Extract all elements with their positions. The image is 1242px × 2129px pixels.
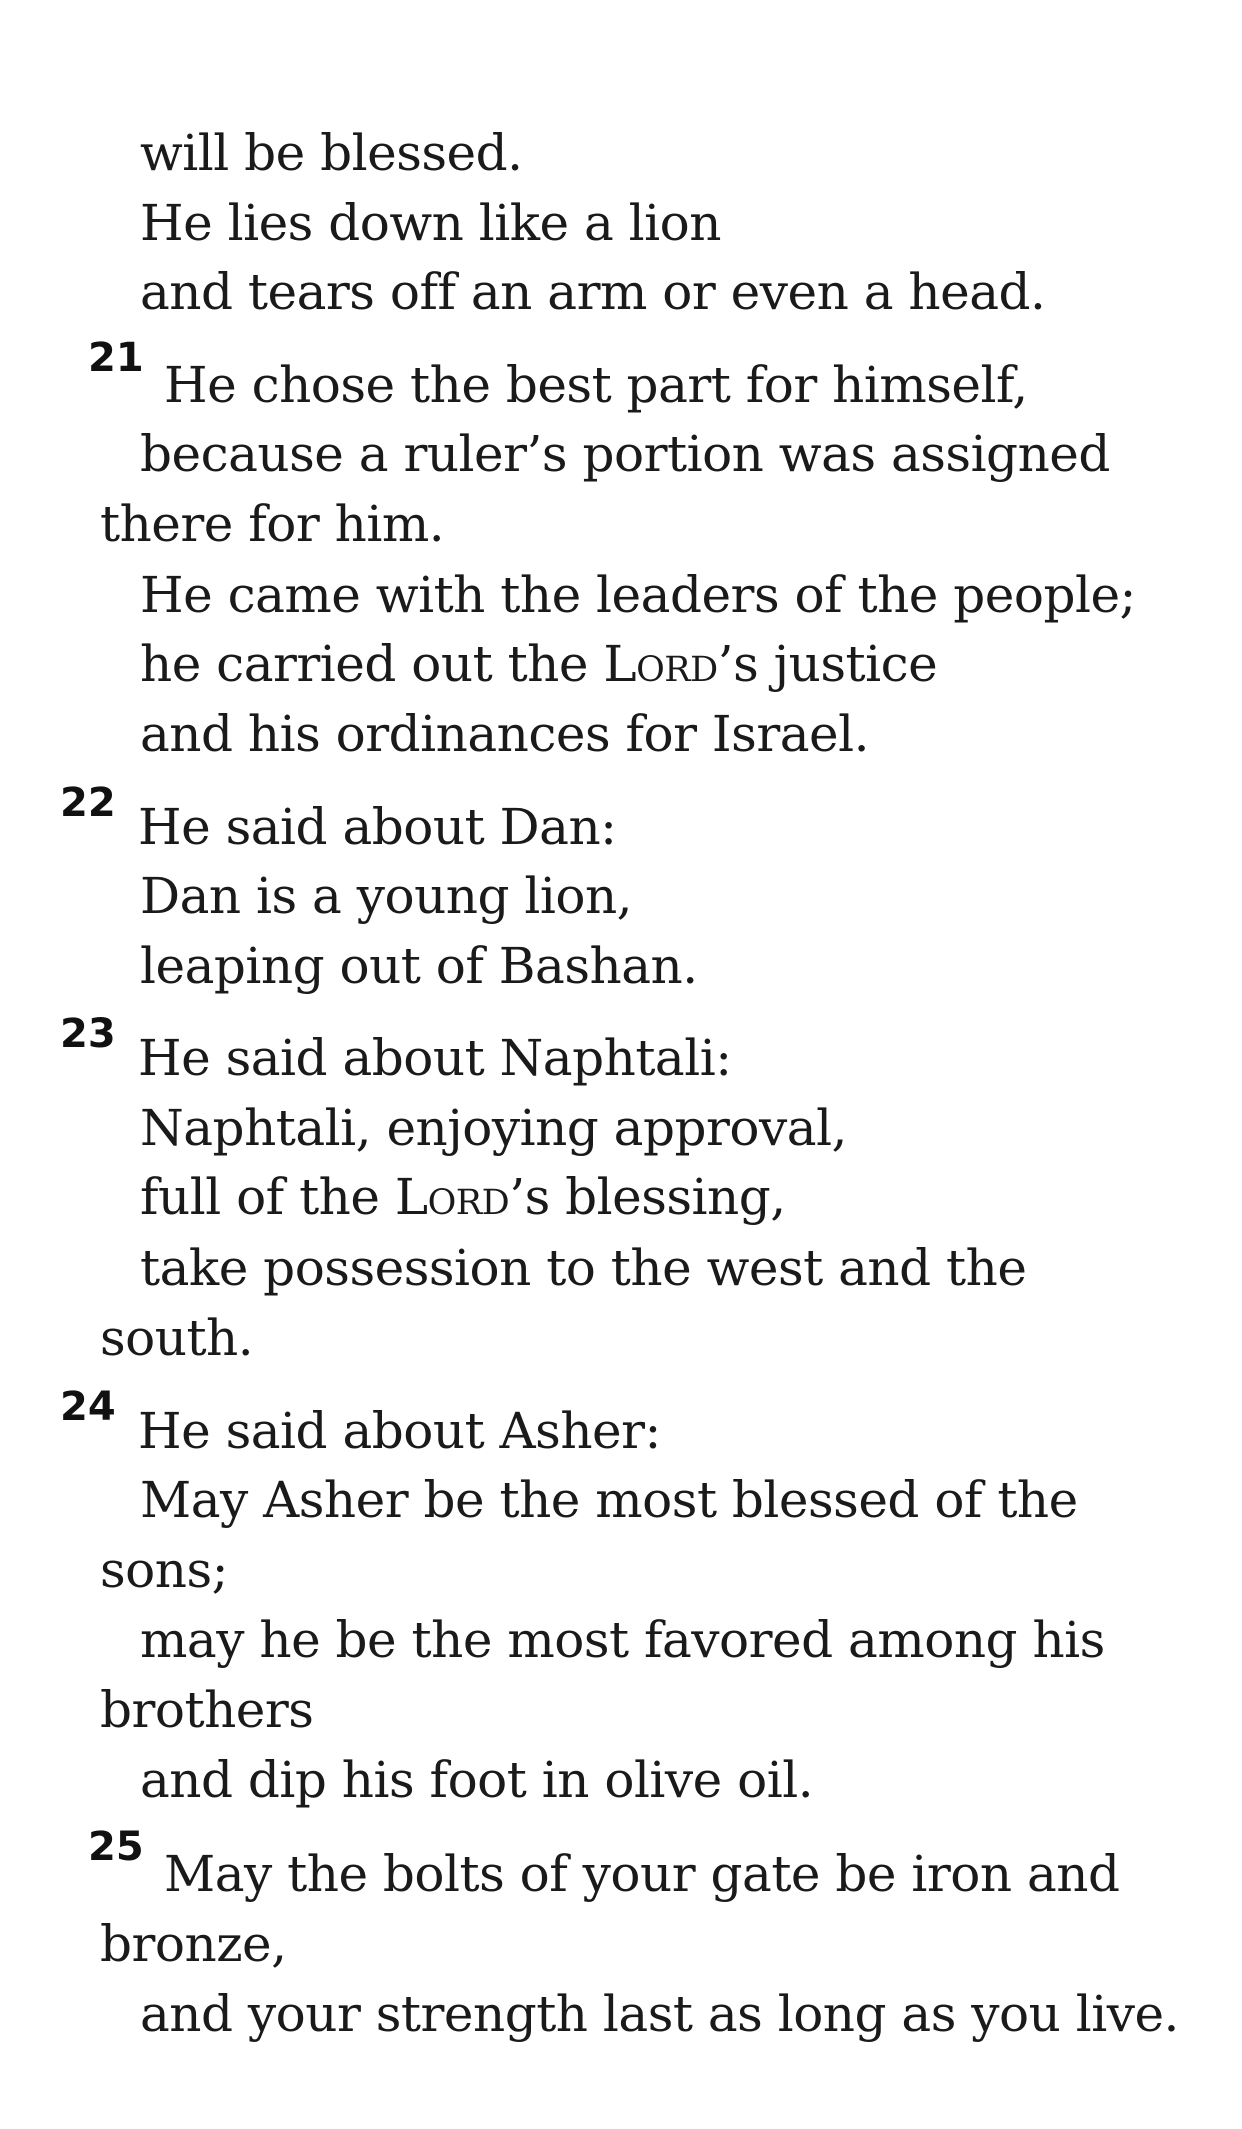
verse-number-23: 23: [60, 1011, 116, 1057]
verse-number-21: 21: [88, 335, 144, 381]
line-text-before: he carried out the: [140, 635, 604, 693]
divine-name: Lord: [394, 1168, 510, 1226]
divine-name: Lord: [603, 635, 718, 693]
line-text: He came with the leaders of the people;: [140, 566, 1136, 624]
line-text-after: ’s blessing,: [509, 1168, 786, 1226]
line-text: leaping out of Bashan.: [140, 937, 698, 995]
line-text: and tears off an arm or even a head.: [140, 263, 1046, 321]
line-text: He said about Naphtali:: [138, 1029, 732, 1087]
line-text: Naphtali, enjoying approval,: [140, 1099, 847, 1157]
line-text: brothers: [100, 1681, 314, 1739]
line-text: He lies down like a lion: [140, 194, 721, 252]
line-text: May the bolts of your gate be iron and: [164, 1845, 1120, 1903]
line-text: [140, 634, 937, 694]
line-text: take possession to the west and the: [140, 1239, 1027, 1297]
line-text: there for him.: [100, 495, 445, 553]
line-text-after: ’s justice: [717, 635, 938, 693]
line-text: He said about Asher:: [138, 1402, 661, 1460]
line-text: may he be the most favored among his: [140, 1611, 1105, 1669]
line-text: He chose the best part for himself,: [164, 356, 1028, 414]
verse-number-25: 25: [88, 1824, 144, 1870]
verse-number-24: 24: [60, 1384, 116, 1430]
line-text: He said about Dan:: [138, 798, 617, 856]
line-text: bronze,: [100, 1915, 287, 1973]
line-text: sons;: [100, 1541, 228, 1599]
line-text: and your strength last as long as you live.: [140, 1985, 1179, 2043]
line-text: May Asher be the most blessed of the: [140, 1471, 1078, 1529]
line-text-before: full of the: [140, 1168, 395, 1226]
line-text: because a ruler’s portion was assigned: [140, 425, 1110, 483]
verse-number-22: 22: [60, 780, 116, 826]
line-text: south.: [100, 1309, 254, 1367]
line-text: and dip his foot in olive oil.: [140, 1751, 814, 1809]
line-text: and his ordinances for Israel.: [140, 705, 870, 763]
line-text: Dan is a young lion,: [140, 867, 633, 925]
line-text: will be blessed.: [140, 124, 523, 182]
line-text: [140, 1167, 786, 1227]
